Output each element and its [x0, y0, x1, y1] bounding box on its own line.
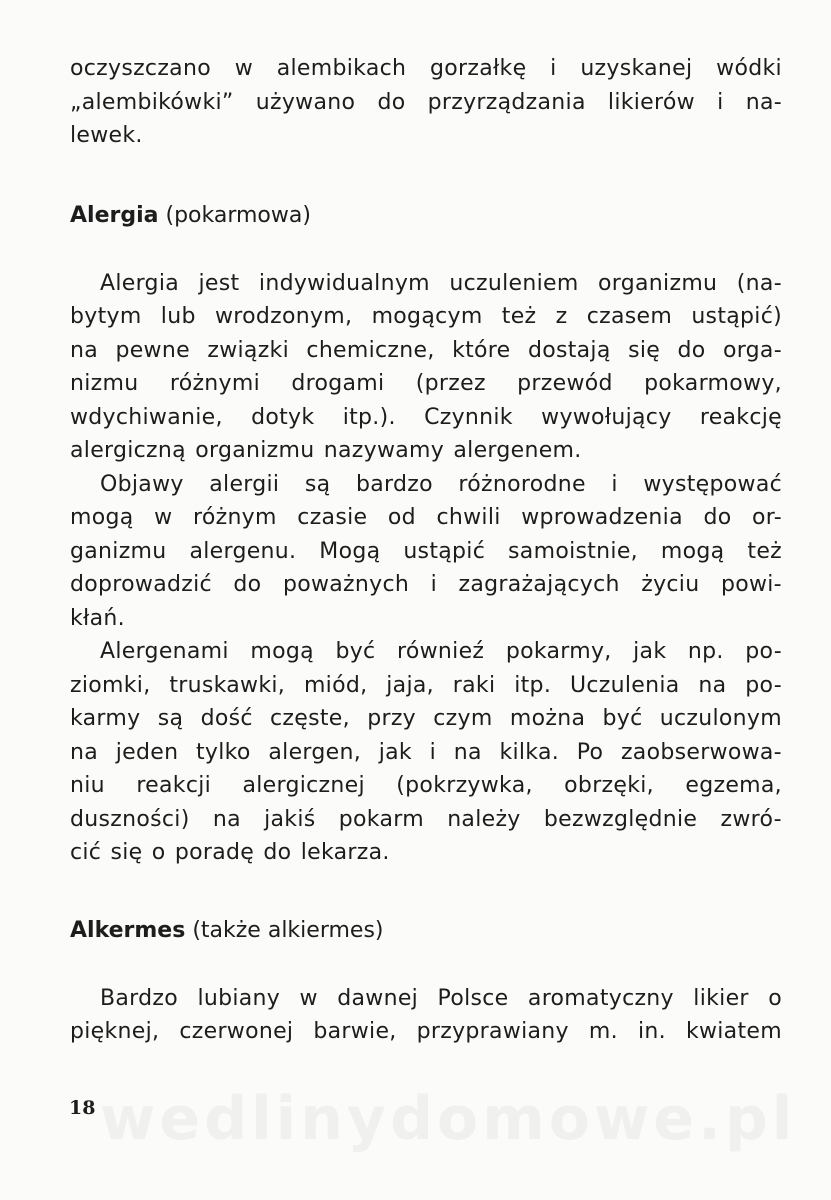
word: Bardzo	[100, 985, 179, 1011]
word: różnorodne	[458, 471, 586, 497]
watermark: wedlinydomowe.pl	[100, 1084, 797, 1154]
word: być	[602, 706, 643, 731]
word: jak	[378, 739, 412, 765]
word: zaobserwowa-	[620, 739, 782, 765]
word: truskawki,	[169, 672, 286, 698]
word: występować	[643, 471, 782, 497]
word: w	[234, 56, 253, 81]
word: barwie,	[313, 1019, 397, 1044]
word: oczyszczano	[70, 56, 211, 81]
word: lubiany	[197, 985, 281, 1011]
text-line: kłań.	[70, 605, 125, 631]
word: Alergenami	[100, 639, 229, 664]
text-line	[70, 702, 782, 736]
word: być	[335, 639, 376, 664]
text-line: lewek.	[70, 123, 143, 148]
word: dostają	[527, 337, 611, 363]
word: wprowadzenia	[521, 505, 683, 530]
word: od	[387, 505, 416, 530]
word: niu	[70, 773, 105, 798]
word: ustąpić)	[691, 304, 782, 329]
intro-paragraph	[70, 52, 782, 153]
word: wódki	[716, 56, 782, 81]
word: używano	[255, 89, 356, 115]
word: i	[550, 56, 557, 81]
word: i	[429, 739, 437, 765]
paragraph-alergia-symptoms	[70, 468, 782, 636]
word: dość	[200, 706, 253, 731]
text-line	[70, 769, 782, 803]
word: chwili	[436, 505, 501, 530]
word: są	[157, 706, 184, 731]
section-heading-alkermes	[70, 914, 782, 948]
text-line	[70, 367, 782, 401]
word: w	[299, 985, 318, 1011]
word: zwró-	[720, 806, 782, 832]
word: pokarmy,	[505, 639, 612, 664]
word: powi-	[720, 572, 782, 597]
word: duszności)	[70, 806, 190, 832]
text-line	[70, 401, 782, 435]
word: życiu	[641, 572, 700, 597]
word: do	[677, 337, 706, 363]
word: aromatyczny	[527, 985, 674, 1011]
text-line	[70, 267, 782, 301]
word: też	[747, 538, 782, 564]
word: chemiczne,	[306, 337, 435, 363]
text-line	[70, 635, 782, 669]
word: Uczulenia	[569, 672, 680, 698]
word: są	[304, 471, 331, 497]
word: na	[70, 337, 99, 363]
word: (przez	[415, 371, 486, 396]
word: jaja,	[386, 672, 434, 698]
word: czasie	[297, 505, 368, 530]
word: pokarmowy,	[644, 371, 782, 396]
word: które	[452, 337, 511, 363]
word: pokarm	[338, 806, 424, 832]
section-title: Alergia	[70, 202, 159, 228]
word: bardzo	[355, 471, 433, 497]
word: uzyskanej	[580, 56, 693, 81]
word: kwiatem	[685, 1019, 782, 1044]
word: lub	[160, 304, 196, 329]
word: po-	[745, 639, 782, 664]
word: alergen,	[268, 739, 361, 765]
word: bezwzględnie	[543, 806, 698, 832]
word: (na-	[736, 270, 782, 296]
word: dawnej	[337, 985, 419, 1011]
text-line	[70, 736, 782, 770]
word: pięknej,	[70, 1019, 160, 1044]
word: egzema,	[685, 773, 782, 798]
word: raki	[452, 672, 496, 698]
word: alergicznej	[242, 773, 365, 798]
word: indywidualnym	[258, 270, 430, 296]
word: miód,	[303, 672, 368, 698]
word: związki	[207, 337, 289, 363]
word: równieź	[397, 639, 485, 664]
word: Objawy	[100, 471, 184, 497]
word: w	[154, 505, 173, 530]
word: or-	[752, 505, 782, 530]
text-line	[70, 86, 782, 120]
text-line	[70, 52, 782, 86]
word: wrodzonym,	[214, 304, 353, 329]
word: mogą	[70, 505, 134, 530]
word: Po	[576, 739, 604, 765]
word: częste,	[270, 706, 350, 731]
word: czym	[433, 706, 493, 731]
word: Czynnik	[424, 404, 513, 430]
word: mogącym	[371, 304, 483, 329]
word: na	[70, 739, 99, 765]
word: mogą	[660, 538, 725, 564]
word: przy	[367, 706, 416, 731]
word: uczuleniem	[449, 270, 579, 296]
word: na-	[745, 89, 782, 115]
word: z	[555, 304, 568, 329]
word: doprowadzić	[70, 572, 212, 597]
word: reakcji	[136, 773, 212, 798]
text-line: alergiczną organizmu nazywamy alergenem.	[70, 438, 582, 463]
text-line	[70, 568, 782, 602]
text-line	[70, 300, 782, 334]
word: nizmu	[70, 371, 139, 396]
word: obrzęki,	[564, 773, 654, 798]
word: przyrządzania	[427, 89, 586, 115]
word: orga-	[722, 337, 782, 363]
word: na	[453, 739, 482, 765]
word: można	[509, 706, 586, 731]
word: alergii	[209, 471, 280, 497]
word: itp.	[514, 672, 552, 698]
word: jak	[633, 639, 667, 664]
word: gorzałkę	[429, 56, 527, 81]
word: (pokrzywka,	[396, 773, 533, 798]
word: jeden	[115, 739, 179, 765]
word: czasem	[586, 304, 673, 329]
word: jest	[198, 270, 240, 296]
page-number: 18	[69, 1097, 96, 1119]
word: ustąpić	[403, 538, 486, 564]
word: przewód	[517, 371, 613, 396]
word: karmy	[70, 706, 141, 731]
text-line	[70, 1015, 782, 1049]
word: na	[212, 806, 241, 832]
word: ziomki,	[70, 672, 151, 698]
word: likierów	[607, 89, 695, 115]
word: wdychiwanie,	[70, 404, 223, 430]
paragraph-alergia-allergens	[70, 635, 782, 870]
word: różnymi	[169, 371, 261, 396]
word: in.	[637, 1019, 666, 1044]
text-line	[70, 982, 782, 1016]
word: do	[377, 89, 406, 115]
word: samoistnie,	[508, 538, 638, 564]
word: alergenu.	[189, 538, 297, 564]
word: m.	[588, 1019, 618, 1044]
word: dotyk	[251, 404, 315, 430]
section-subtitle: (pokarmowa)	[165, 202, 311, 228]
word: pewne	[115, 337, 190, 363]
word: o	[768, 985, 782, 1011]
section-title: Alkermes	[70, 917, 186, 943]
word: ganizmu	[70, 538, 167, 564]
word: i	[430, 572, 438, 597]
text-line	[70, 468, 782, 502]
word: przyprawiany	[416, 1019, 569, 1044]
section-heading-alergia	[70, 199, 782, 233]
word: do	[233, 572, 262, 597]
word: Alergia	[100, 270, 180, 296]
section-subtitle: (także alkiermes)	[192, 917, 384, 943]
paragraph-alkermes	[70, 982, 782, 1049]
word: Mogą	[319, 538, 381, 564]
word: i	[611, 471, 618, 497]
text-line: cić się o poradę do lekarza.	[70, 840, 390, 865]
word: czerwonej	[179, 1019, 294, 1044]
paragraph-alergia-definition	[70, 267, 782, 468]
word: organizmu	[598, 270, 718, 296]
word: należy	[447, 806, 521, 832]
word: alembikach	[276, 56, 407, 81]
word: uczulonym	[659, 706, 782, 731]
word: poważnych	[282, 572, 410, 597]
word: zagrażających	[458, 572, 620, 597]
word: drogami	[291, 371, 385, 396]
text-line	[70, 535, 782, 569]
word: likier	[693, 985, 749, 1011]
word: mogą	[250, 639, 314, 664]
book-page	[70, 52, 782, 1049]
word: np.	[687, 639, 724, 664]
word: wywołujący	[541, 404, 672, 430]
word: kilka.	[499, 739, 560, 765]
text-line	[70, 803, 782, 837]
word: i	[717, 89, 724, 115]
word: się	[628, 337, 661, 363]
word: itp.).	[342, 404, 396, 430]
text-line	[70, 669, 782, 703]
word: „alembikówki”	[70, 89, 234, 115]
text-line	[70, 501, 782, 535]
word: na	[698, 672, 727, 698]
text-line	[70, 334, 782, 368]
word: do	[703, 505, 732, 530]
word: różnym	[192, 505, 277, 530]
word: jakiś	[264, 806, 316, 832]
word: reakcję	[699, 404, 782, 430]
word: bytym	[70, 304, 142, 329]
word: też	[501, 304, 537, 329]
word: tylko	[196, 739, 251, 765]
word: po-	[745, 672, 782, 698]
word: Polsce	[437, 985, 509, 1011]
